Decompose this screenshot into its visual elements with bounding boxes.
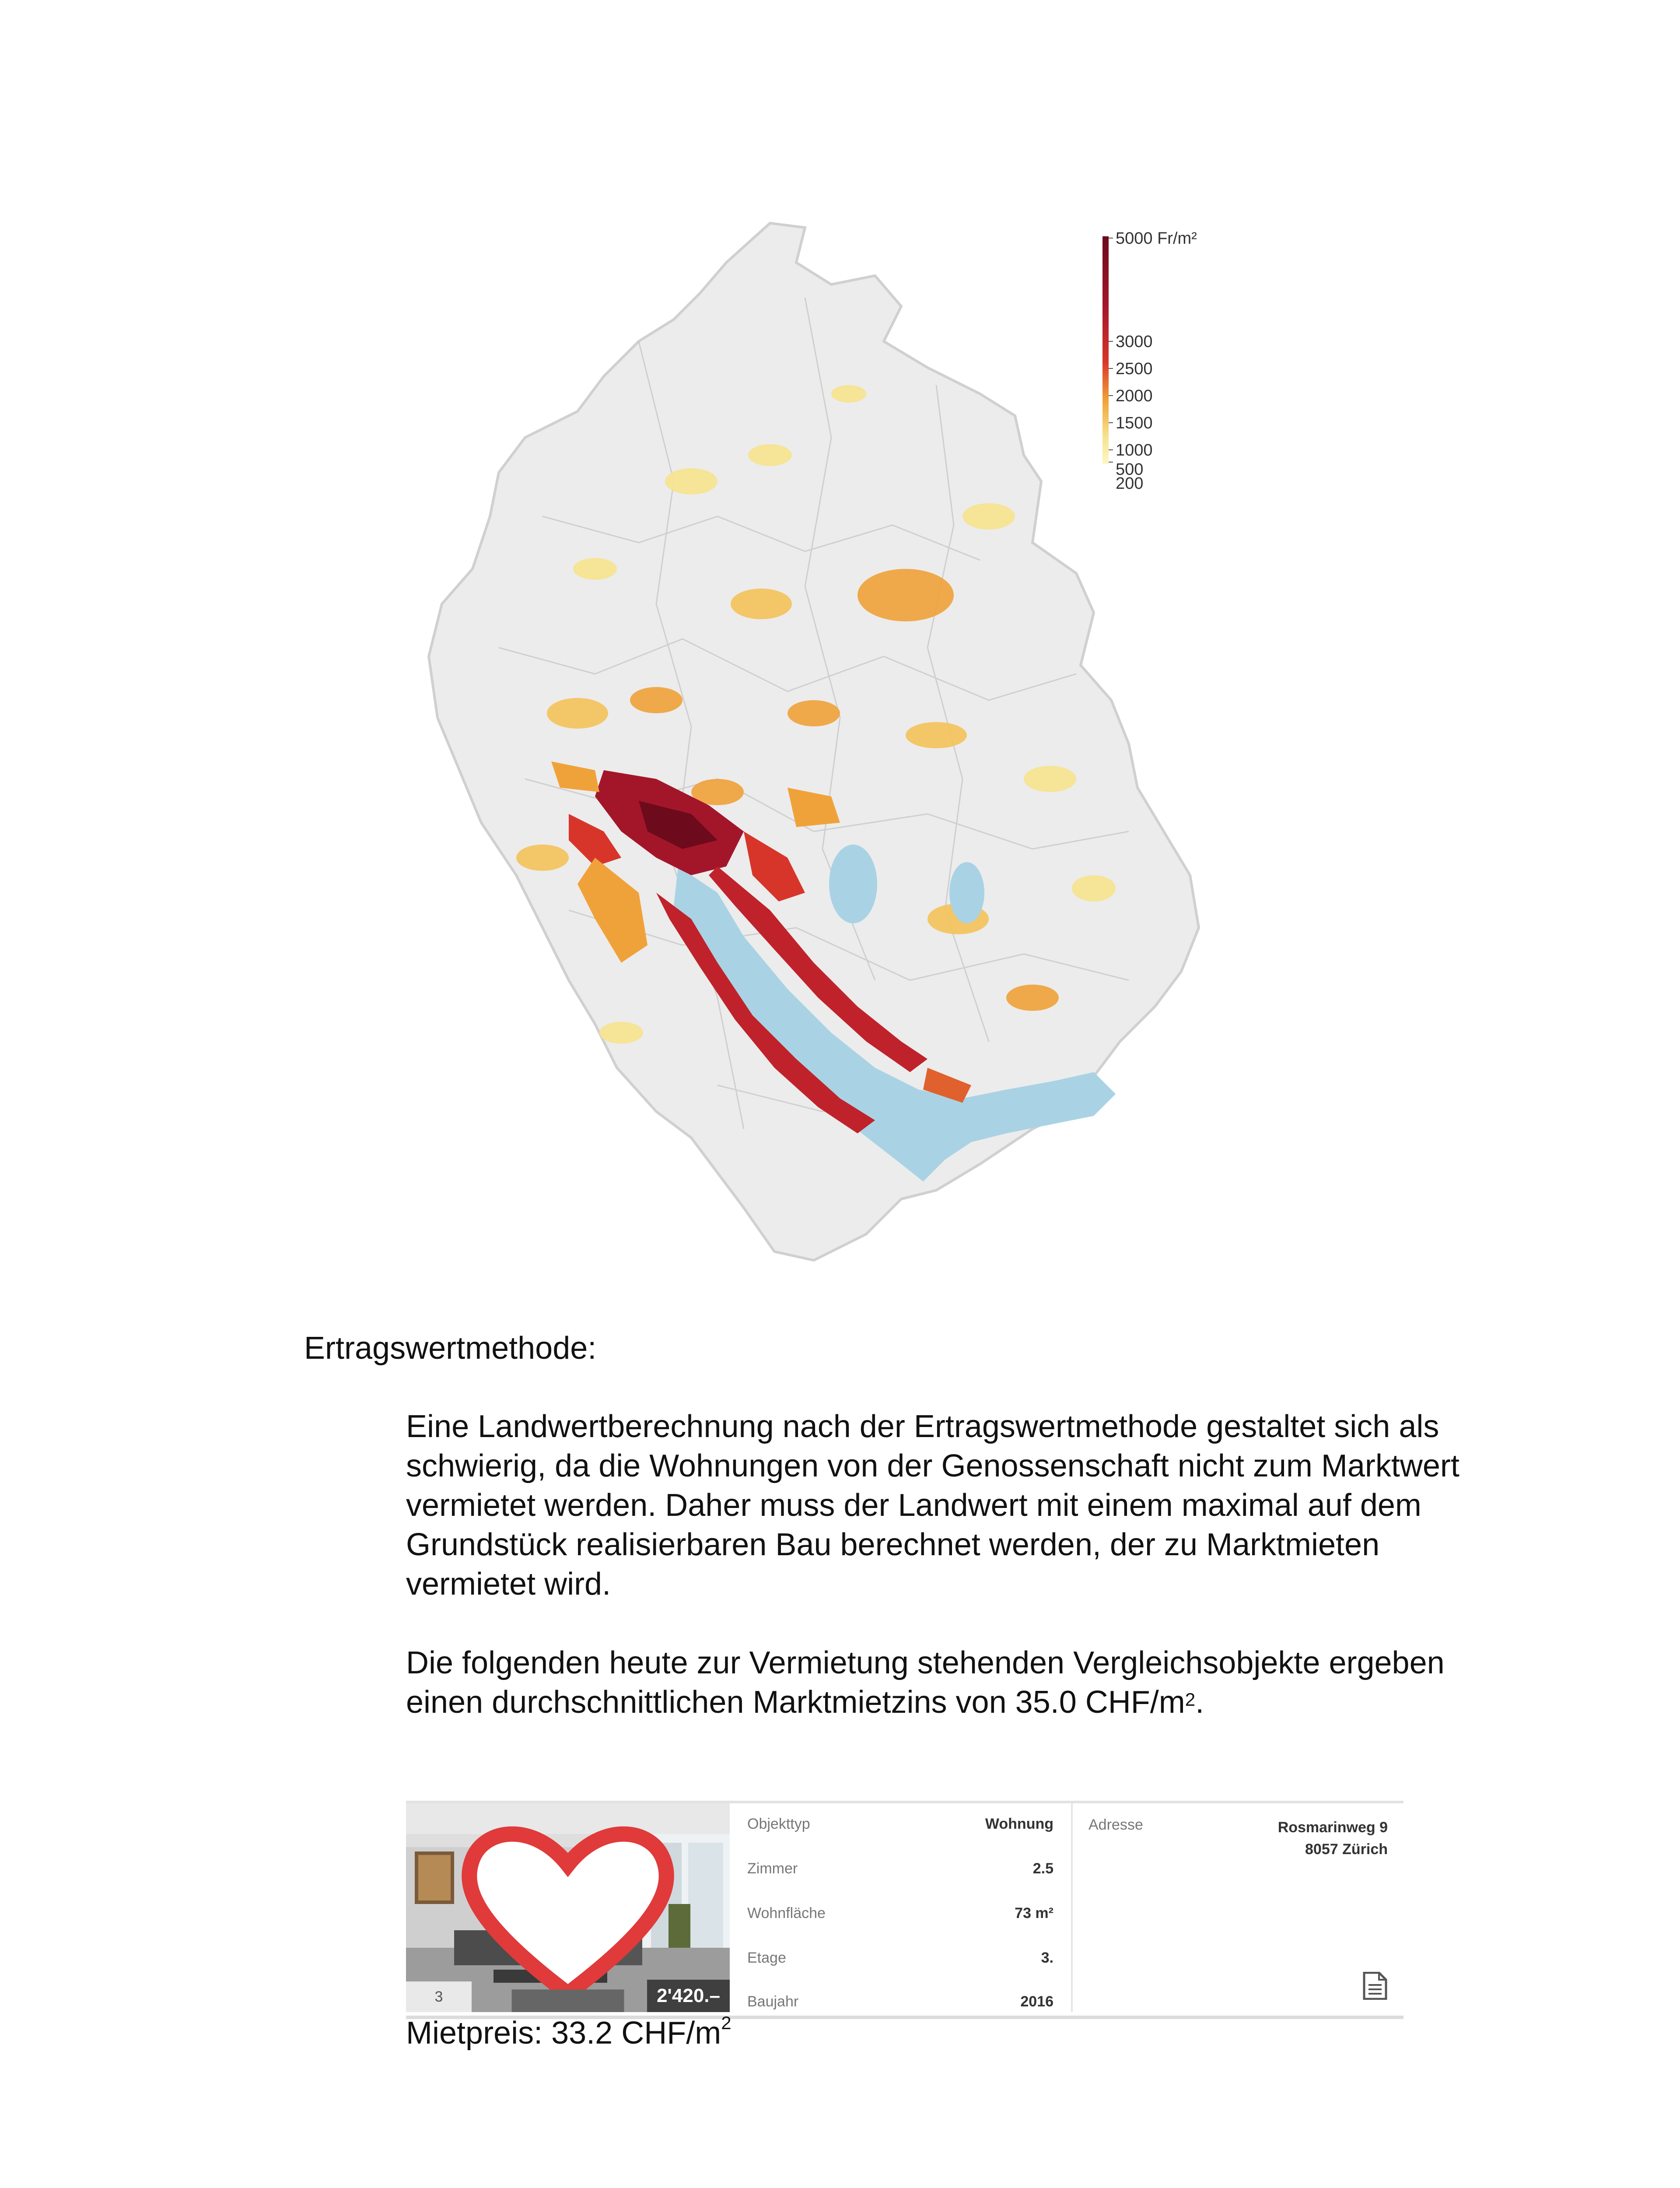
listing-details [730,1803,1073,2012]
detail-row-wohnflaeche [747,1905,1054,1922]
price-tag: 2'420.– [647,1980,730,2012]
legend-tick-200: 200 [1116,474,1144,493]
photo-count: 3 [434,1988,443,2005]
photo-count-badge[interactable] [406,1981,472,2012]
legend-colorbar [1102,236,1109,464]
address-value [1278,1816,1388,1860]
legend-tick-1000: 1000 [1116,441,1153,459]
detail-row-zimmer [747,1860,1054,1877]
detail-value: 2.5 [1032,1860,1054,1877]
address-street: Rosmarinweg 9 [1278,1819,1388,1836]
rent-caption [406,2015,732,2051]
legend-tick-500: 500 [1116,460,1144,479]
detail-value: 73 m² [1015,1905,1054,1922]
legend-ticks [1109,238,1113,462]
rent-caption-text: Mietpreis: 33.2 CHF/m [406,2016,721,2051]
detail-value: 2016 [1020,1993,1054,2010]
paragraph-method: Eine Landwertberechnung nach der Ertragswertmethode gestaltet sich als schwierig, da die Wohnungen von der Genossenschaft nicht zum Marktwert vermietet werden. Daher muss der Landwert mit einem maximal auf dem Grundstück realisierbaren Bau berechnet werden, der zu Marktmieten vermietet wird. [406,1409,1460,1602]
legend-tick-1500: 1500 [1116,414,1153,432]
address-label: Adresse [1088,1816,1143,1833]
listing-photo[interactable] [406,1803,730,2012]
detail-row-objekttyp [747,1816,1054,1833]
detail-label: Baujahr [747,1993,799,2010]
superscript-2: 2 [1185,1689,1196,1710]
address-city: 8057 Zürich [1305,1841,1388,1858]
land-value-map [411,210,1278,1287]
legend-tick-2500: 2500 [1116,360,1153,378]
detail-label: Zimmer [747,1860,798,1877]
detail-row-etage [747,1950,1054,1967]
detail-value: 3. [1041,1950,1054,1966]
legend-tick-2000: 2000 [1116,387,1153,405]
listing-address [1071,1803,1404,2012]
paragraph-comparables [406,1643,1491,1722]
rent-caption-superscript: 2 [721,2013,732,2033]
paragraph-comparables-text: Die folgenden heute zur Vermietung stehenden Vergleichsobjekte ergeben einen durchschnittlichen Marktmietzins von 35.0 CHF/m [406,1645,1445,1720]
detail-label: Objekttyp [747,1816,810,1832]
lake-pfaeffikersee [949,862,984,923]
document-icon[interactable] [1362,1972,1388,2000]
detail-row-baujahr [747,1993,1054,2010]
legend-unit-label: 5000 Fr/m² [1116,229,1197,248]
detail-label: Etage [747,1950,786,1966]
detail-label: Wohnfläche [747,1905,826,1922]
detail-value: Wohnung [985,1816,1054,1832]
section-heading: Ertragswertmethode: [304,1331,597,1366]
legend-tick-3000: 3000 [1116,333,1153,351]
paragraph-comparables-end: . [1195,1685,1204,1720]
lake-greifensee [829,845,877,923]
listing-card[interactable] [406,1801,1404,2019]
